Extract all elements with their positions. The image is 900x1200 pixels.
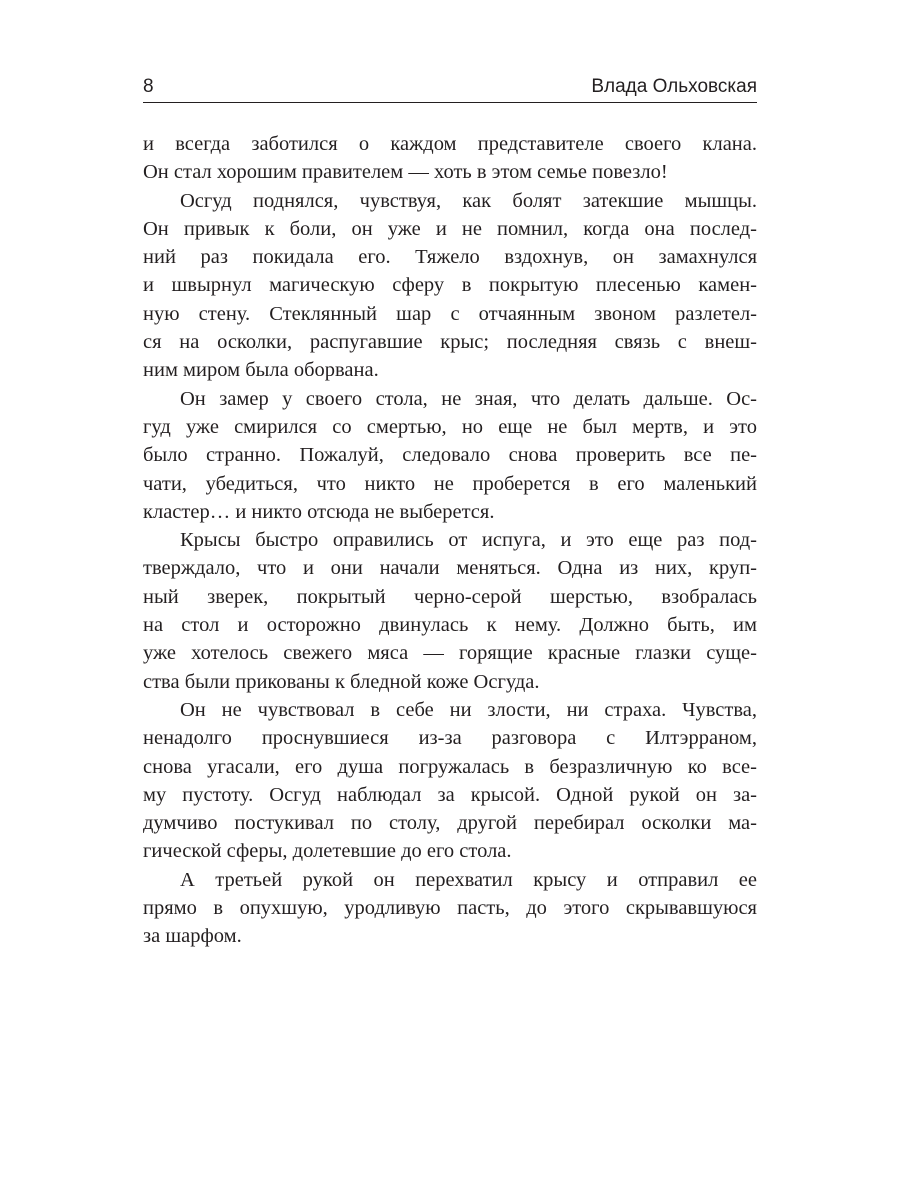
running-head <box>143 72 757 103</box>
text-line: Он привык к боли, он уже и не помнил, когда она послед- <box>143 217 757 240</box>
running-head-author: Влада Ольховская <box>591 76 757 97</box>
text-line: снова угасали, его душа погружалась в безразличную ко все- <box>143 755 757 778</box>
text-line: Он замер у своего стола, не зная, что делать дальше. Ос- <box>180 387 757 410</box>
text-line: ную стену. Стеклянный шар с отчаянным звоном разлетел- <box>143 302 757 325</box>
text-line: уже хотелось свежего мяса — горящие красные глазки суще- <box>143 642 757 665</box>
text-line: ства были прикованы к бледной коже Осгуда. <box>143 670 540 693</box>
paragraph <box>143 130 757 187</box>
paragraph <box>143 696 757 866</box>
paragraph <box>143 866 757 951</box>
text-line: ненадолго проснувшиеся из-за разговора с Илтэрраном, <box>143 727 757 750</box>
text-line: ним миром была оборвана. <box>143 359 379 382</box>
text-line: ный зверек, покрытый черно-серой шерстью, взобралась <box>143 585 757 608</box>
text-line: му пустоту. Осгуд наблюдал за крысой. Одной рукой он за- <box>143 783 757 806</box>
paragraph <box>143 385 757 526</box>
text-line: Крысы быстро оправились от испуга, и это еще раз под- <box>180 529 757 552</box>
body-text <box>143 130 757 951</box>
text-line: чати, убедиться, что никто не проберется в его маленький <box>143 472 757 495</box>
text-line: на стол и осторожно двинулась к нему. Должно быть, им <box>143 614 757 637</box>
text-line: Он не чувствовал в себе ни злости, ни страха. Чувства, <box>180 698 757 721</box>
text-line: тверждало, что и они начали меняться. Одна из них, круп- <box>143 557 757 580</box>
text-line: думчиво постукивал по столу, другой перебирал осколки ма- <box>143 812 757 835</box>
text-line: и всегда заботился о каждом представителе своего клана. <box>143 133 757 155</box>
text-line: за шарфом. <box>143 925 242 948</box>
text-line: ний раз покидала его. Тяжело вздохнув, он замахнулся <box>143 246 757 269</box>
paragraph <box>143 526 757 696</box>
text-line: ся на осколки, распугавшие крыс; последняя связь с внеш- <box>143 331 757 354</box>
text-line: кластер… и никто отсюда не выберется. <box>143 500 495 523</box>
text-line: и швырнул магическую сферу в покрытую плесенью камен- <box>143 274 757 297</box>
text-line: Он стал хорошим правителем — хоть в этом семье повезло! <box>143 161 668 184</box>
page-number: 8 <box>143 76 154 97</box>
text-line: А третьей рукой он перехватил крысу и отправил ее <box>180 868 757 891</box>
text-line: было странно. Пожалуй, следовало снова проверить все пе- <box>143 444 757 467</box>
text-line: Осгуд поднялся, чувствуя, как болят затекшие мышцы. <box>180 189 757 212</box>
paragraph <box>143 187 757 385</box>
text-line: гуд уже смирился со смертью, но еще не был мертв, и это <box>143 415 757 438</box>
text-line: прямо в опухшую, уродливую пасть, до этого скрывавшуюся <box>143 897 757 920</box>
text-line: гической сферы, долетевшие до его стола. <box>143 840 512 863</box>
